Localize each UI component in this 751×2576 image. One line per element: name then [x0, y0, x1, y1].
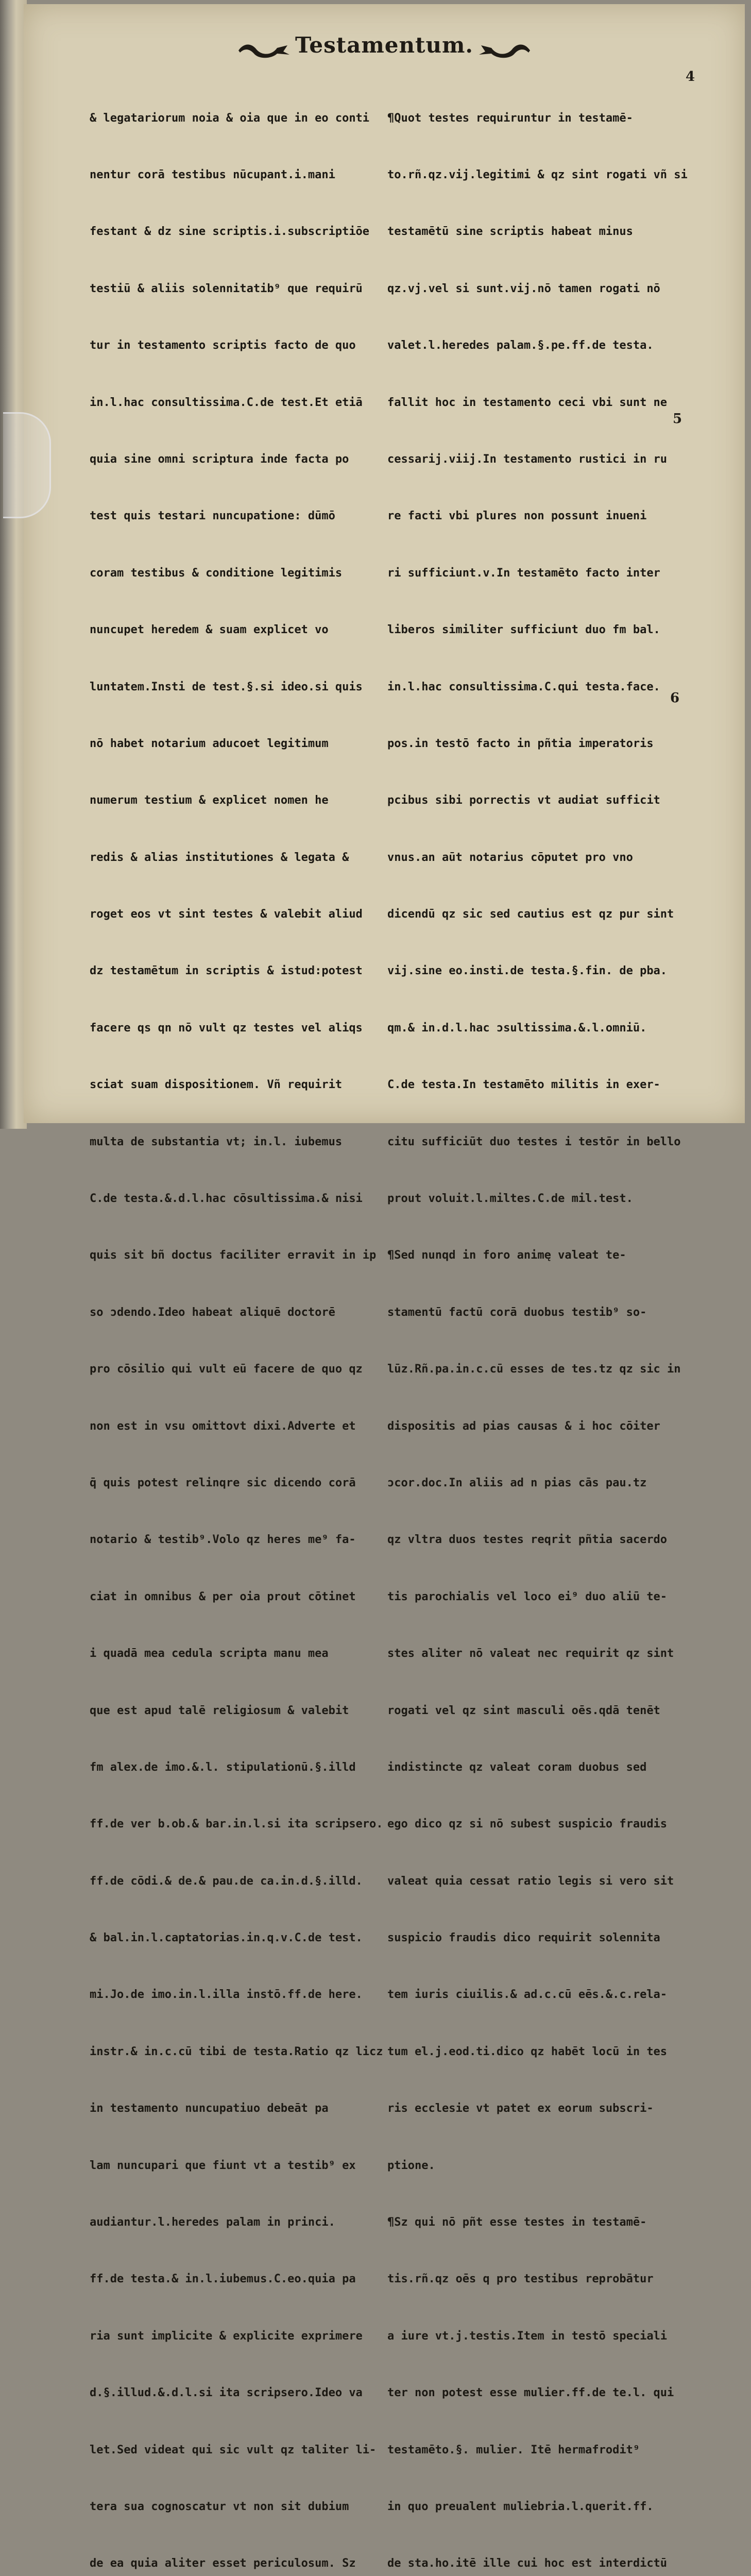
text-line: pcibus sibi porrectis vt audiat sufficit [387, 794, 660, 807]
text-line: re facti vbi plures non possunt inueni [387, 510, 647, 523]
text-line: ri sufficiunt.v.In testamēto facto inter [387, 566, 660, 580]
text-line: ff.de testa.& in.l.iubemus.C.eo.quia pa [90, 2273, 356, 2286]
text-line: to.rñ.qz.vij.legitimi & qz sint rogati vñ si [387, 168, 688, 181]
margin-number: 5 [673, 411, 682, 427]
text-line: ris ecclesie vt patet ex eorum subscri- [387, 2102, 654, 2115]
text-line: qz vltra duos testes reqrit pñtia sacerdo [387, 1533, 668, 1547]
text-line: tur in testamento scriptis facto de quo [90, 339, 356, 352]
right-text-column [387, 71, 707, 2576]
text-line: de ea quia aliter esset periculosum. Sz [90, 2557, 356, 2570]
margin-number: 6 [670, 690, 680, 706]
text-line: tis parochialis vel loco ei⁹ duo aliū te- [387, 1590, 668, 1603]
text-line: dz testamētum in scriptis & istud:potest [90, 964, 363, 978]
text-line: a iure vt.j.testis.Item in testō speciali [387, 2329, 668, 2343]
text-line: ter non potest esse mulier.ff.de te.l. qui [387, 2386, 674, 2400]
text-line: ego dico qz si nō subest suspicio fraudis [387, 1818, 668, 1831]
text-line: i quadā mea cedula scripta manu mea [90, 1647, 329, 1660]
text-line: stes aliter nō valeat nec requirit qz sint [387, 1647, 674, 1660]
text-line: ff.de ver b.ob.& bar.in.l.si ita scripsero. [90, 1818, 383, 1831]
text-line: C.de testa.In testamēto militis in exer- [387, 1078, 660, 1092]
text-line: valet.l.heredes palam.§.pe.ff.de testa. [387, 339, 654, 352]
left-ornament-icon [236, 40, 293, 61]
text-line: in testamento nuncupatiuo debeāt pa [90, 2102, 329, 2115]
text-line: test quis testari nuncupatione: dūmō [90, 510, 335, 523]
text-line: luntatem.Insti de test.§.si ideo.si quis [90, 680, 363, 693]
text-line: tera sua cognoscatur vt non sit dubium [90, 2500, 349, 2513]
text-line: liberos similiter sufficiunt duo fm bal. [387, 623, 660, 637]
text-line: citu sufficiūt duo testes i testōr in bello [387, 1135, 681, 1148]
text-line: rogati vel qz sint masculi oēs.qdā tenēt [387, 1704, 660, 1717]
text-line: ria sunt implicite & explicite exprimere [90, 2329, 363, 2343]
text-line: so ɔdendo.Ideo habeat aliquē doctorē [90, 1306, 335, 1319]
text-line: suspicio fraudis dico requirit solennita [387, 1931, 660, 1945]
text-line: cessarij.viij.In testamento rustici in ru [387, 452, 668, 466]
text-line: in.l.hac consultissima.C.qui testa.face. [387, 680, 660, 693]
right-ornament-icon [476, 40, 533, 61]
text-line: facere qs qn nō vult qz testes vel aliqs [90, 1021, 363, 1035]
page-title: Testamentum. [295, 32, 474, 58]
text-line: pos.in testō facto in pñtia imperatoris [387, 737, 654, 750]
text-line: qm.& in.d.l.hac ɔsultissima.&.l.omniū. [387, 1021, 647, 1035]
text-line: tem iuris ciuilis.& ad.c.cū eēs.&.c.rela- [387, 1988, 668, 2002]
text-line: ¶Sed nunqd in foro animę valeat te- [387, 1249, 626, 1262]
text-line: tum el.j.eod.ti.dico qz habēt locū in tes [387, 2045, 668, 2058]
text-line: & legatariorum noia & oia que in eo conti [90, 111, 370, 125]
text-line: stamentū factū corā duobus testib⁹ so- [387, 1306, 647, 1319]
text-line: redis & alias institutiones & legata & [90, 851, 349, 864]
text-line: testiū & aliis solennitatib⁹ que requirū [90, 282, 363, 295]
text-line: d.§.illud.&.d.l.si ita scripsero.Ideo va [90, 2386, 363, 2400]
book-page [24, 4, 745, 2570]
text-line: ff.de cōdi.& de.& pau.de ca.in.d.§.illd. [90, 1874, 363, 1888]
text-line: notario & testib⁹.Volo qz heres me⁹ fa- [90, 1533, 356, 1547]
text-line: festant & dz sine scriptis.i.subscriptiōe [90, 225, 370, 239]
text-line: ¶Quot testes requiruntur in testamē- [387, 111, 633, 125]
text-line: C.de testa.&.d.l.hac cōsultissima.& nisi [90, 1192, 363, 1206]
text-line: sciat suam dispositionem. Vñ requirit [90, 1078, 343, 1092]
text-line: mi.Jo.de imo.in.l.illa instō.ff.de here. [90, 1988, 363, 2002]
text-line: fm alex.de imo.&.l. stipulationū.§.illd [90, 1760, 356, 1774]
text-line: ¶Sz qui nō pñt esse testes in testamē- [387, 2216, 647, 2229]
text-line: non est in vsu omittovt dixi.Adverte et [90, 1419, 356, 1433]
text-line: vij.sine eo.insti.de testa.§.fin. de pba. [387, 964, 668, 978]
text-line: in.l.hac consultissima.C.de test.Et etiā [90, 396, 363, 409]
text-line: lūz.Rñ.pa.in.c.cū esses de tes.tz qz sic in [387, 1363, 681, 1376]
text-line: nō habet notarium aducoet legitimum [90, 737, 329, 750]
text-line: & bal.in.l.captatorias.in.q.v.C.de test. [90, 1931, 363, 1945]
page-clip [3, 412, 51, 518]
text-line: prout voluit.l.miltes.C.de mil.test. [387, 1192, 633, 1206]
text-line: ptione. [387, 2159, 435, 2172]
text-line: numerum testium & explicet nomen he [90, 794, 329, 807]
left-text-column [90, 71, 383, 2576]
text-line: ɔcor.doc.In aliis ad n pias cās pau.tz [387, 1476, 647, 1489]
text-line: lam nuncupari que fiunt vt a testib⁹ ex [90, 2159, 356, 2172]
text-line: nuncupet heredem & suam explicet vo [90, 623, 329, 637]
text-line: vnus.an aūt notarius cōputet pro vno [387, 851, 633, 864]
text-line: nentur corā testibus nūcupant.i.mani [90, 168, 335, 181]
text-line: q̄ quis potest relinqre sic dicendo corā [90, 1476, 356, 1489]
text-line: let.Sed videat qui sic vult qz taliter li- [90, 2443, 377, 2456]
text-line: in quo preualent muliebria.l.querit.ff. [387, 2500, 654, 2513]
text-line: qz.vj.vel si sunt.vij.nō tamen rogati nō [387, 282, 660, 295]
text-line: testamētū sine scriptis habeat minus [387, 225, 633, 239]
text-line: pro cōsilio qui vult eū facere de quo qz [90, 1363, 363, 1376]
text-line: testamēto.§. mulier. Itē hermafrodit⁹ [387, 2443, 640, 2456]
running-header [24, 32, 745, 69]
text-line: de sta.ho.itē ille cui hoc est interdictū [387, 2557, 668, 2570]
text-line: instr.& in.c.cū tibi de testa.Ratio qz licz [90, 2045, 383, 2058]
margin-number: 4 [686, 69, 695, 84]
text-line: roget eos vt sint testes & valebit aliud [90, 908, 363, 921]
text-line: coram testibus & conditione legitimis [90, 566, 343, 580]
text-line: quis sit bñ doctus faciliter erravit in ip [90, 1249, 377, 1262]
text-line: dispositis ad pias causas & i hoc cōiter [387, 1419, 660, 1433]
text-line: indistincte qz valeat coram duobus sed [387, 1760, 647, 1774]
text-line: dicendū qz sic sed cautius est qz pur sint [387, 908, 674, 921]
text-line: que est apud talē religiosum & valebit [90, 1704, 349, 1717]
text-line: quia sine omni scriptura inde facta po [90, 452, 349, 466]
text-line: tis.rñ.qz oēs q pro testibus reprobātur [387, 2273, 654, 2286]
text-line: fallit hoc in testamento ceci vbi sunt ne [387, 396, 668, 409]
text-line: valeat quia cessat ratio legis si vero sit [387, 1874, 674, 1888]
page-edge-stack [0, 0, 27, 1129]
text-line: multa de substantia vt; in.l. iubemus [90, 1135, 343, 1148]
text-line: ciat in omnibus & per oia prout cōtinet [90, 1590, 356, 1603]
text-line: audiantur.l.heredes palam in princi. [90, 2216, 335, 2229]
